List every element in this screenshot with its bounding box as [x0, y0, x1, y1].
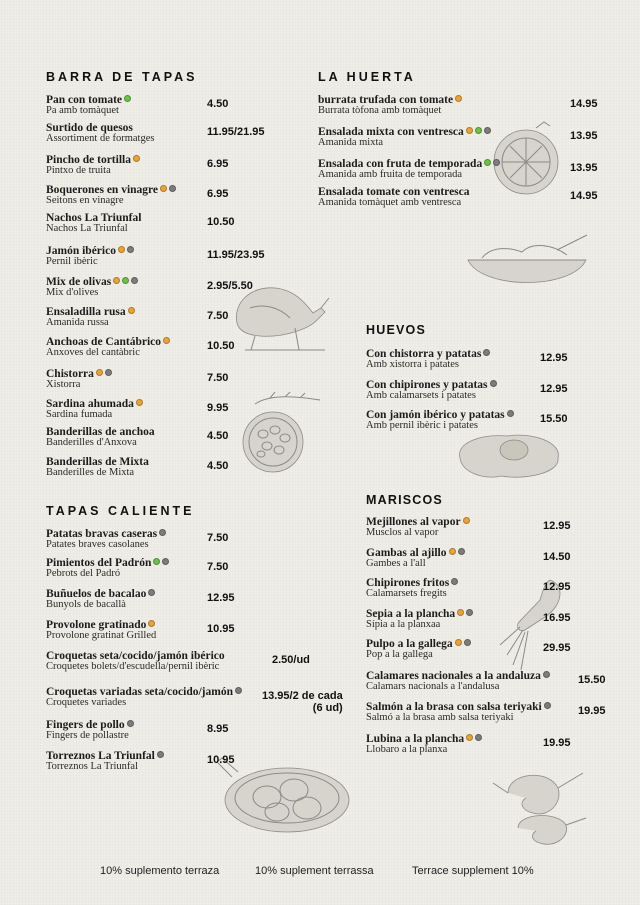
menu-item-calientes	[46, 650, 225, 672]
allergen-icon	[466, 734, 473, 741]
dish-translation: Mix d'olives	[46, 287, 99, 298]
dish-price	[543, 551, 571, 563]
allergen-icon	[466, 127, 473, 134]
allergen-icon	[160, 185, 167, 192]
dish-price-text: 12.95	[207, 592, 235, 604]
dish-price	[207, 592, 235, 604]
menu-item-tapas	[46, 245, 134, 267]
dish-price	[540, 352, 568, 364]
dish-price	[207, 340, 235, 352]
dish-translation: Amanida russa	[46, 317, 109, 328]
dish-name-text: Mix de olivas	[46, 276, 112, 288]
salad-bowl-illustration	[462, 230, 592, 295]
dish-translation: Pa amb tomàquet	[46, 105, 119, 116]
dish-name-text: Pincho de tortilla	[46, 154, 131, 166]
dish-name-text: Jamón ibérico	[46, 245, 116, 257]
footer-supplement-es: 10% suplemento terraza	[100, 865, 220, 877]
dish-price-text: 7.50	[207, 532, 229, 544]
menu-item-mariscos	[366, 547, 465, 569]
dish-price	[543, 642, 571, 654]
dish-translation: Amb calamarsets i patates	[366, 390, 476, 401]
dish-translation: Calamars nacionals a l'andalusa	[366, 681, 500, 692]
dish-price	[570, 190, 598, 202]
dish-name-text: Salmón a la brasa con salsa teriyaki	[366, 701, 542, 713]
menu-item-tapas	[46, 154, 140, 176]
dish-price	[207, 158, 228, 170]
dish-translation: Amanida mixta	[318, 137, 384, 148]
menu-item-mariscos	[366, 608, 473, 630]
dish-price	[207, 460, 228, 472]
allergen-icon	[543, 671, 550, 678]
menu-item-tapas	[46, 426, 155, 448]
section-title-tapas-caliente: TAPAS CALIENTE	[46, 504, 195, 518]
dish-name-text: Boquerones en vinagre	[46, 184, 159, 196]
section-title-barra-de-tapas: BARRA DE TAPAS	[46, 70, 198, 84]
allergen-icon	[96, 369, 103, 376]
menu-item-huevos	[366, 409, 514, 431]
dish-price-text: 10.95	[207, 754, 235, 766]
allergen-icon	[463, 517, 470, 524]
allergen-icon	[544, 702, 551, 709]
dish-name-text: Sardina ahumada	[46, 398, 134, 410]
dish-translation: Pernil ibèric	[46, 256, 98, 267]
dish-price	[543, 612, 571, 624]
allergen-icon	[148, 620, 155, 627]
dish-price	[540, 383, 568, 395]
allergen-icon	[464, 639, 471, 646]
dish-price-text: 15.50	[578, 674, 606, 686]
dish-translation: Sípia a la planxaa	[366, 619, 441, 630]
menu-item-tapas	[46, 184, 176, 206]
dish-price	[543, 737, 571, 749]
dish-translation: Banderilles de Mixta	[46, 467, 135, 478]
dish-name-text: Mejillones al vapor	[366, 516, 461, 528]
dish-translation: Banderilles d'Anxova	[46, 437, 137, 448]
menu-item-mariscos	[366, 670, 550, 692]
allergen-icon	[157, 751, 164, 758]
dish-price	[207, 532, 228, 544]
menu-item-huevos	[366, 348, 490, 370]
olives-bowl-illustration	[225, 392, 330, 477]
dish-name-text: Provolone gratinado	[46, 619, 147, 631]
shrimp-illustration	[488, 763, 588, 853]
dish-price-text: 7.50	[207, 561, 229, 573]
menu-item-huerta	[318, 186, 470, 208]
dish-price-text: 11.95/21.95	[207, 126, 265, 138]
allergen-icon	[475, 734, 482, 741]
menu-item-tapas	[46, 306, 135, 328]
dish-price	[207, 561, 228, 573]
allergen-icon	[133, 155, 140, 162]
section-title-la-huerta: LA HUERTA	[318, 70, 416, 84]
dish-translation: Musclos al vapor	[366, 527, 439, 538]
dish-price-text: 15.50	[540, 413, 568, 425]
dish-price-text: 14.95	[570, 98, 598, 110]
allergen-icon	[235, 687, 242, 694]
dish-price	[207, 126, 265, 138]
dish-name-text: Chipirones fritos	[366, 577, 450, 589]
allergen-icon	[449, 548, 456, 555]
menu-item-calientes	[46, 619, 156, 641]
menu-item-tapas	[46, 94, 131, 116]
section-title-huevos: HUEVOS	[366, 323, 426, 337]
dish-price-note: (6 ud)	[312, 702, 343, 714]
dish-price-text: 12.95	[543, 581, 571, 593]
dish-price-text: 10.50	[207, 216, 235, 228]
dish-price-text: 14.50	[543, 551, 571, 563]
dish-translation: Amanida tomàquet amb ventresca	[318, 197, 462, 208]
dish-translation: Fingers de pollastre	[46, 730, 129, 741]
dish-translation: Pop a la gallega	[366, 649, 433, 660]
dish-price-text: 16.95	[543, 612, 571, 624]
dish-price-text: 12.95	[540, 352, 568, 364]
dish-name-text: Fingers de pollo	[46, 719, 125, 731]
menu-item-calientes	[46, 686, 242, 708]
allergen-icon	[162, 558, 169, 565]
dish-price-text: 14.95	[570, 190, 598, 202]
dish-translation: Torreznos La Triunfal	[46, 761, 138, 772]
allergen-icon	[483, 349, 490, 356]
footer-supplement-ca: 10% suplement terrassa	[255, 865, 374, 877]
dish-price	[207, 402, 228, 414]
dish-translation: Patates braves casolanes	[46, 539, 149, 550]
dish-price	[543, 581, 571, 593]
dish-price-text: 4.50	[207, 430, 229, 442]
allergen-icon	[159, 529, 166, 536]
dish-name-text: burrata trufada con tomate	[318, 94, 454, 106]
dish-price	[570, 162, 598, 174]
dish-price-text: 12.95	[543, 520, 571, 532]
dish-price	[207, 98, 228, 110]
section-title-mariscos: MARISCOS	[366, 493, 443, 507]
dish-translation: Xistorra	[46, 379, 81, 390]
allergen-icon	[484, 127, 491, 134]
menu-item-tapas	[46, 276, 138, 298]
dish-price-text: 9.95	[207, 402, 229, 414]
dish-price-text: 11.95/23.95	[207, 249, 265, 261]
allergen-icon	[113, 277, 120, 284]
dish-translation: Pebrots del Padró	[46, 568, 121, 579]
menu-item-mariscos	[366, 638, 471, 660]
dish-name-text: Con jamón ibérico y patatas	[366, 409, 505, 421]
menu-item-calientes	[46, 557, 169, 579]
menu-item-tapas	[46, 368, 112, 390]
allergen-icon	[457, 609, 464, 616]
dish-translation: Provolone gratinat Grilled	[46, 630, 157, 641]
dish-price	[570, 98, 598, 110]
dish-translation: Croquetes bolets/d'escudella/pernil ibèric	[46, 661, 220, 672]
dish-price	[207, 430, 228, 442]
dish-name-text: Torreznos La Triunfal	[46, 750, 155, 762]
dish-translation: Salmó a la brasa amb salsa teriyaki	[366, 712, 514, 723]
menu-item-huerta	[318, 126, 491, 148]
allergen-icon	[475, 127, 482, 134]
dish-translation: Calamarsets fregits	[366, 588, 447, 599]
menu-item-tapas	[46, 122, 154, 144]
menu-item-tapas	[46, 456, 149, 478]
dish-price-text: 4.50	[207, 98, 229, 110]
dish-translation: Sardina fumada	[46, 409, 113, 420]
dish-price	[207, 372, 228, 384]
dish-name-text: Surtido de quesos	[46, 122, 133, 134]
dish-name-text: Patatas bravas caseras	[46, 528, 158, 540]
allergen-icon	[122, 277, 129, 284]
dish-price	[543, 520, 571, 532]
allergen-icon	[136, 399, 143, 406]
dish-translation: Nachos La Triunfal	[46, 223, 128, 234]
dish-price	[578, 674, 606, 686]
dish-price	[207, 188, 228, 200]
allergen-icon	[124, 95, 131, 102]
dish-name-text: Ensalada tomate con ventresca	[318, 186, 470, 198]
dish-translation: Amb pernil ibèric i patates	[366, 420, 478, 431]
dish-price-text: 13.95	[570, 130, 598, 142]
dish-name-text: Croquetas variadas seta/cocido/jamón	[46, 686, 233, 698]
allergen-icon	[466, 609, 473, 616]
dish-price-text: 19.95	[543, 737, 571, 749]
dish-translation: Pintxo de truita	[46, 165, 111, 176]
dish-price-text: 13.95/2 de cada	[262, 690, 343, 702]
menu-item-calientes	[46, 750, 164, 772]
dish-price-text: 7.50	[207, 310, 229, 322]
dish-name-text: Banderillas de anchoa	[46, 426, 155, 438]
dish-translation: Bunyols de bacallà	[46, 599, 126, 610]
allergen-icon	[131, 277, 138, 284]
dish-name-text: Croquetas seta/cocido/jamón ibérico	[46, 650, 225, 662]
allergen-icon	[128, 307, 135, 314]
allergen-icon	[484, 159, 491, 166]
dish-price	[207, 754, 235, 766]
dish-name-text: Sepia a la plancha	[366, 608, 456, 620]
menu-item-mariscos	[366, 733, 482, 755]
allergen-icon	[455, 639, 462, 646]
dish-translation: Amb xistorra i patates	[366, 359, 460, 370]
dish-translation: Assortiment de formatges	[46, 133, 155, 144]
dish-name-text: Banderillas de Mixta	[46, 456, 149, 468]
allergen-icon	[127, 246, 134, 253]
dish-price	[207, 280, 253, 292]
dish-price-text: 7.50	[207, 372, 229, 384]
allergen-icon	[169, 185, 176, 192]
menu-item-calientes	[46, 719, 134, 741]
menu-item-tapas	[46, 398, 143, 420]
dish-price	[272, 654, 310, 666]
menu-item-calientes	[46, 528, 166, 550]
menu-item-mariscos	[366, 577, 458, 599]
dish-name-text: Pulpo a la gallega	[366, 638, 453, 650]
allergen-icon	[451, 578, 458, 585]
dish-name-text: Con chistorra y patatas	[366, 348, 482, 360]
dish-name-text: Calamares nacionales a la andaluza	[366, 670, 541, 682]
dish-name-text: Buñuelos de bacalao	[46, 588, 147, 600]
dish-price	[207, 623, 235, 635]
dish-price	[207, 216, 235, 228]
menu-item-mariscos	[366, 516, 470, 538]
dish-price-text: 13.95	[570, 162, 598, 174]
dish-name-text: Con chipirones y patatas	[366, 379, 488, 391]
dish-price-text: 12.95	[540, 383, 568, 395]
dish-price	[207, 723, 228, 735]
dish-name-text: Ensalada mixta con ventresca	[318, 126, 464, 138]
dish-price	[262, 690, 343, 714]
dish-translation: Amanida amb fruita de temporada	[318, 169, 463, 180]
dish-price-text: 6.95	[207, 158, 229, 170]
dish-price-text: 6.95	[207, 188, 229, 200]
menu-item-huerta	[318, 158, 500, 180]
dish-price-text: 2.95/5.50	[207, 280, 253, 292]
menu-item-tapas	[46, 336, 170, 358]
dish-name-text: Ensaladilla rusa	[46, 306, 126, 318]
menu-item-tapas	[46, 212, 141, 234]
dish-translation: Gambes a l'all	[366, 558, 426, 569]
dish-name-text: Lubina a la plancha	[366, 733, 465, 745]
dish-price-text: 4.50	[207, 460, 229, 472]
footer-supplement-en: Terrace supplement 10%	[412, 865, 534, 877]
allergen-icon	[148, 589, 155, 596]
dish-name-text: Chistorra	[46, 368, 94, 380]
dish-price	[540, 413, 568, 425]
dish-translation: Burrata tòfona amb tomàquet	[318, 105, 442, 116]
menu-item-mariscos	[366, 701, 551, 723]
allergen-icon	[153, 558, 160, 565]
dish-price-text: 8.95	[207, 723, 229, 735]
allergen-icon	[458, 548, 465, 555]
dish-price-text: 10.95	[207, 623, 235, 635]
menu-item-huerta	[318, 94, 462, 116]
allergen-icon	[127, 720, 134, 727]
dish-translation: Seitons en vinagre	[46, 195, 124, 206]
dish-translation: Croquetes variades	[46, 697, 127, 708]
dish-name-text: Ensalada con fruta de temporada	[318, 158, 483, 170]
allergen-icon	[490, 380, 497, 387]
dish-translation: Anxoves del cantàbric	[46, 347, 140, 358]
allergen-icon	[105, 369, 112, 376]
dish-name-text: Pan con tomate	[46, 94, 123, 106]
dish-name-text: Nachos La Triunfal	[46, 212, 142, 224]
dish-price-text: 29.95	[543, 642, 571, 654]
dish-name-text: Gambas al ajillo	[366, 547, 447, 559]
menu-item-huevos	[366, 379, 497, 401]
fried-egg-illustration	[452, 428, 567, 483]
allergen-icon	[507, 410, 514, 417]
dish-price	[570, 130, 598, 142]
allergen-icon	[163, 337, 170, 344]
dish-name-text: Anchoas de Cantábrico	[46, 336, 162, 348]
allergen-icon	[455, 95, 462, 102]
dish-price-text: 2.50/ud	[272, 654, 310, 666]
dish-price	[207, 310, 228, 322]
dish-price	[578, 705, 606, 717]
dish-price	[207, 249, 265, 261]
dish-name-text: Pimientos del Padrón	[46, 557, 152, 569]
dish-translation: Llobaro a la planxa	[366, 744, 448, 755]
allergen-icon	[493, 159, 500, 166]
dish-price-text: 19.95	[578, 705, 606, 717]
allergen-icon	[118, 246, 125, 253]
dish-price-text: 10.50	[207, 340, 235, 352]
menu-item-calientes	[46, 588, 155, 610]
